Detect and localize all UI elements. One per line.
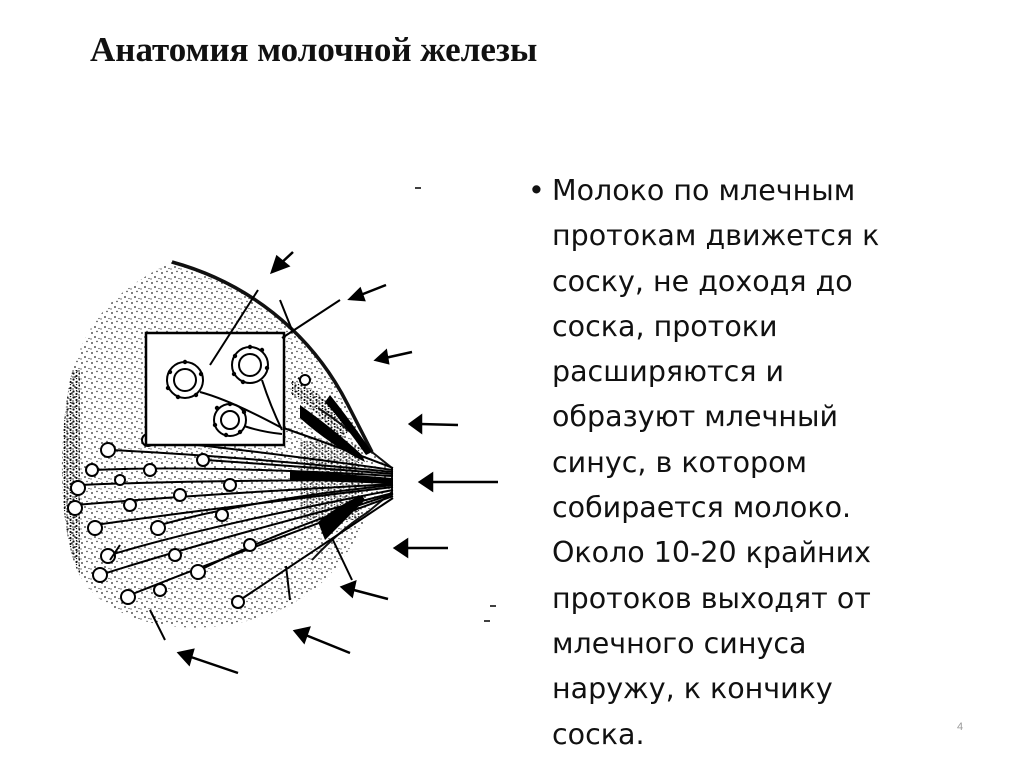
- bullet-line: образуют млечный: [552, 400, 838, 434]
- bullet-line: расширяются и: [552, 355, 785, 389]
- bullet-line: соску, не доходя до: [552, 264, 853, 298]
- bullet-line: соска, протоки: [552, 309, 778, 343]
- bullet-paragraph: [552, 168, 928, 757]
- bullet-line: протокам движется к: [552, 219, 880, 253]
- slide-title: Анатомия молочной железы: [90, 30, 538, 69]
- bullet-marker: •: [528, 174, 545, 207]
- bullet-line: млечного синуса: [552, 626, 807, 660]
- breast-anatomy-illustration: [40, 170, 510, 690]
- bullet-line: Около 10-20 крайних: [552, 536, 871, 570]
- bullet-line: Молоко по млечным: [552, 174, 856, 207]
- bullet-line: собирается молоко.: [552, 491, 852, 525]
- bullet-line: соска.: [552, 717, 645, 751]
- bullet-list: [528, 168, 928, 757]
- bullet-line: наружу, к кончику: [552, 672, 833, 706]
- bullet-line: синус, в котором: [552, 445, 808, 479]
- page-number: 4: [957, 721, 964, 733]
- bullet-line: протоков выходят от: [552, 581, 871, 615]
